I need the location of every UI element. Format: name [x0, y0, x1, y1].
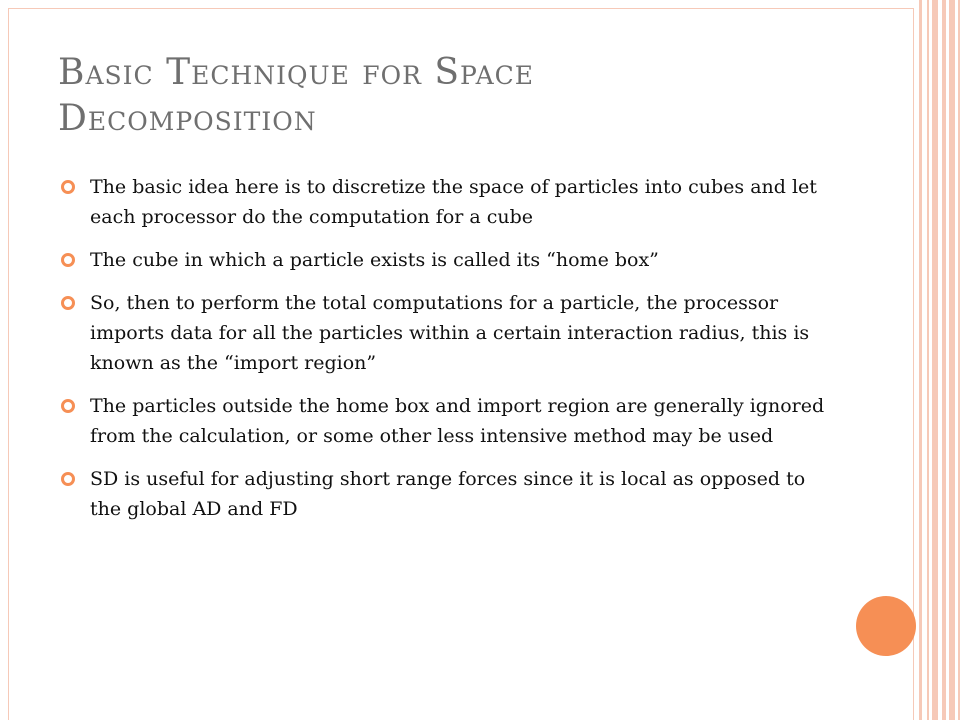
slide-title [58, 50, 858, 142]
bullet-item [58, 464, 828, 524]
bullet-text: The particles outside the home box and import region are generally ignored from the calculation, or some other less intensive method may be used [90, 395, 825, 447]
bullet-text: The basic idea here is to discretize the space of particles into cubes and let each processor do the computation for a cube [90, 176, 817, 228]
slide-title-line-1: Basic Technique for Space [58, 52, 535, 93]
bullet-item [58, 245, 828, 275]
decorative-orange-circle [856, 596, 916, 656]
bullet-text: SD is useful for adjusting short range forces since it is local as opposed to the global AD and FD [90, 468, 806, 520]
slide-title-line-2: Decomposition [58, 98, 317, 139]
bullet-icon [60, 398, 76, 414]
bullet-item [58, 391, 828, 451]
bullet-icon [60, 471, 76, 487]
bullet-icon [60, 179, 76, 195]
bullet-icon [60, 295, 76, 311]
decorative-stripes [914, 0, 960, 720]
bullet-item [58, 288, 828, 378]
bullet-icon [60, 252, 76, 268]
bullet-item [58, 172, 828, 232]
bullet-list [58, 172, 828, 537]
bullet-text: So, then to perform the total computations for a particle, the processor imports data for all the particles within a certain interaction radius, this is known as the “import region” [90, 292, 810, 374]
bullet-text: The cube in which a particle exists is called its “home box” [90, 249, 659, 271]
